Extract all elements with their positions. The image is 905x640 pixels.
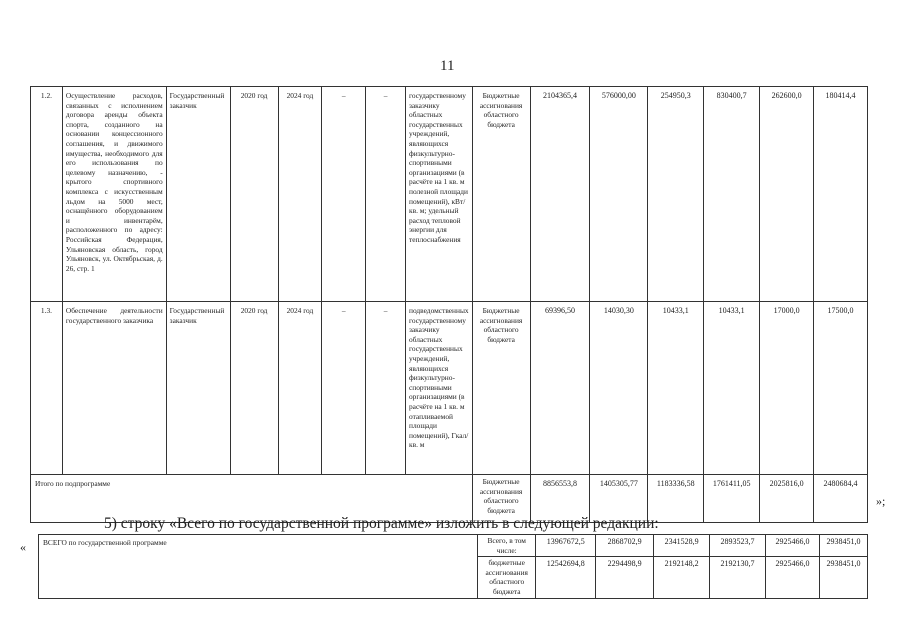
total-line2-label: бюджетные ассигнования областного бюджета	[478, 557, 536, 598]
subtotal-value: 2480684,4	[814, 475, 868, 523]
row-value: 2104365,4	[530, 87, 590, 302]
total-table	[38, 534, 868, 599]
total-row	[39, 535, 868, 557]
row-dash: –	[366, 302, 406, 475]
subtotal-value: 1183336,58	[648, 475, 704, 523]
row-funding-source: Бюджетные ассигнования областного бюджета	[472, 87, 530, 302]
total-value: 2938451,0	[819, 535, 867, 557]
total-label: ВСЕГО по государственной программе	[39, 535, 478, 599]
row-value: 254950,3	[648, 87, 704, 302]
total-line1-label: Всего, в том числе:	[478, 535, 536, 557]
row-indicator: подведомственных государственному заказчику областных государственных учреждений, являющихся физкультурно-спортивными организациями (в расчёте на 1 кв. м отапливаемой площади помещений), Гкал/кв. м	[405, 302, 472, 475]
row-value: 14030,30	[590, 302, 648, 475]
total-value: 2294498,9	[596, 557, 654, 598]
row-value: 10433,1	[648, 302, 704, 475]
total-value: 2893523,7	[710, 535, 766, 557]
amendment-heading: 5) строку «Всего по государственной программе» изложить в следующей редакции:	[104, 515, 659, 532]
total-value: 2938451,0	[819, 557, 867, 598]
table-row	[31, 302, 868, 475]
subtotal-value: 1761411,05	[704, 475, 760, 523]
row-value: 576000,00	[590, 87, 648, 302]
row-dash: –	[322, 302, 366, 475]
program-table	[30, 86, 868, 523]
row-indicator: государственному заказчику областных государственных учреждений, являющихся физкультурно-спортивными организациями (в расчёте на 1 кв. м полезной площади помещений), кВт/кв. м; удельный расход тепловой энергии для теплоснабжения	[405, 87, 472, 302]
row-description: Обеспечение деятельности государственного заказчика	[62, 302, 166, 475]
total-value: 2192130,7	[710, 557, 766, 598]
row-start-year: 2020 год	[230, 87, 278, 302]
subtotal-value: 1405305,77	[590, 475, 648, 523]
row-number: 1.2.	[31, 87, 63, 302]
row-value: 69396,50	[530, 302, 590, 475]
subtotal-value: 2025816,0	[760, 475, 814, 523]
row-funding-source: Бюджетные ассигнования областного бюджета	[472, 302, 530, 475]
row-end-year: 2024 год	[278, 302, 322, 475]
row-start-year: 2020 год	[230, 302, 278, 475]
row-end-year: 2024 год	[278, 87, 322, 302]
row-dash: –	[366, 87, 406, 302]
total-value: 13967672,5	[536, 535, 596, 557]
row-executor: Государственный заказчик	[166, 87, 230, 302]
total-value: 2925466,0	[766, 535, 820, 557]
row-value: 180414,4	[814, 87, 868, 302]
total-value: 12542694,8	[536, 557, 596, 598]
total-value: 2192148,2	[654, 557, 710, 598]
subtotal-funding-source: Бюджетные ассигнования областного бюджета	[472, 475, 530, 523]
row-value: 17000,0	[760, 302, 814, 475]
table-row	[31, 87, 868, 302]
total-value: 2868702,9	[596, 535, 654, 557]
subtotal-value: 8856553,8	[530, 475, 590, 523]
row-dash: –	[322, 87, 366, 302]
row-value: 830400,7	[704, 87, 760, 302]
opening-quote: «	[20, 540, 26, 554]
row-description: Осуществление расходов, связанных с исполнением договора аренды объекта спорта, созданного на основании концессионного соглашения, и движимого имущества, необходимого для его использования по целевому назначению, - крытого спортивного комплекса с искусственным льдом на 5000 мест, оснащённого оборудованием и инвентарём, расположенного по адресу: Российская Федерация, Ульяновская область, город Ульяновск, ул. Октябрьская, д. 26, стр. 1	[62, 87, 166, 302]
row-executor: Государственный заказчик	[166, 302, 230, 475]
row-value: 17500,0	[814, 302, 868, 475]
total-value: 2341528,9	[654, 535, 710, 557]
closing-quote: »;	[876, 494, 886, 508]
subtotal-label: Итого по подпрограмме	[31, 475, 473, 523]
total-value: 2925466,0	[766, 557, 820, 598]
row-value: 10433,1	[704, 302, 760, 475]
row-value: 262600,0	[760, 87, 814, 302]
row-number: 1.3.	[31, 302, 63, 475]
page-number: 11	[440, 58, 455, 74]
